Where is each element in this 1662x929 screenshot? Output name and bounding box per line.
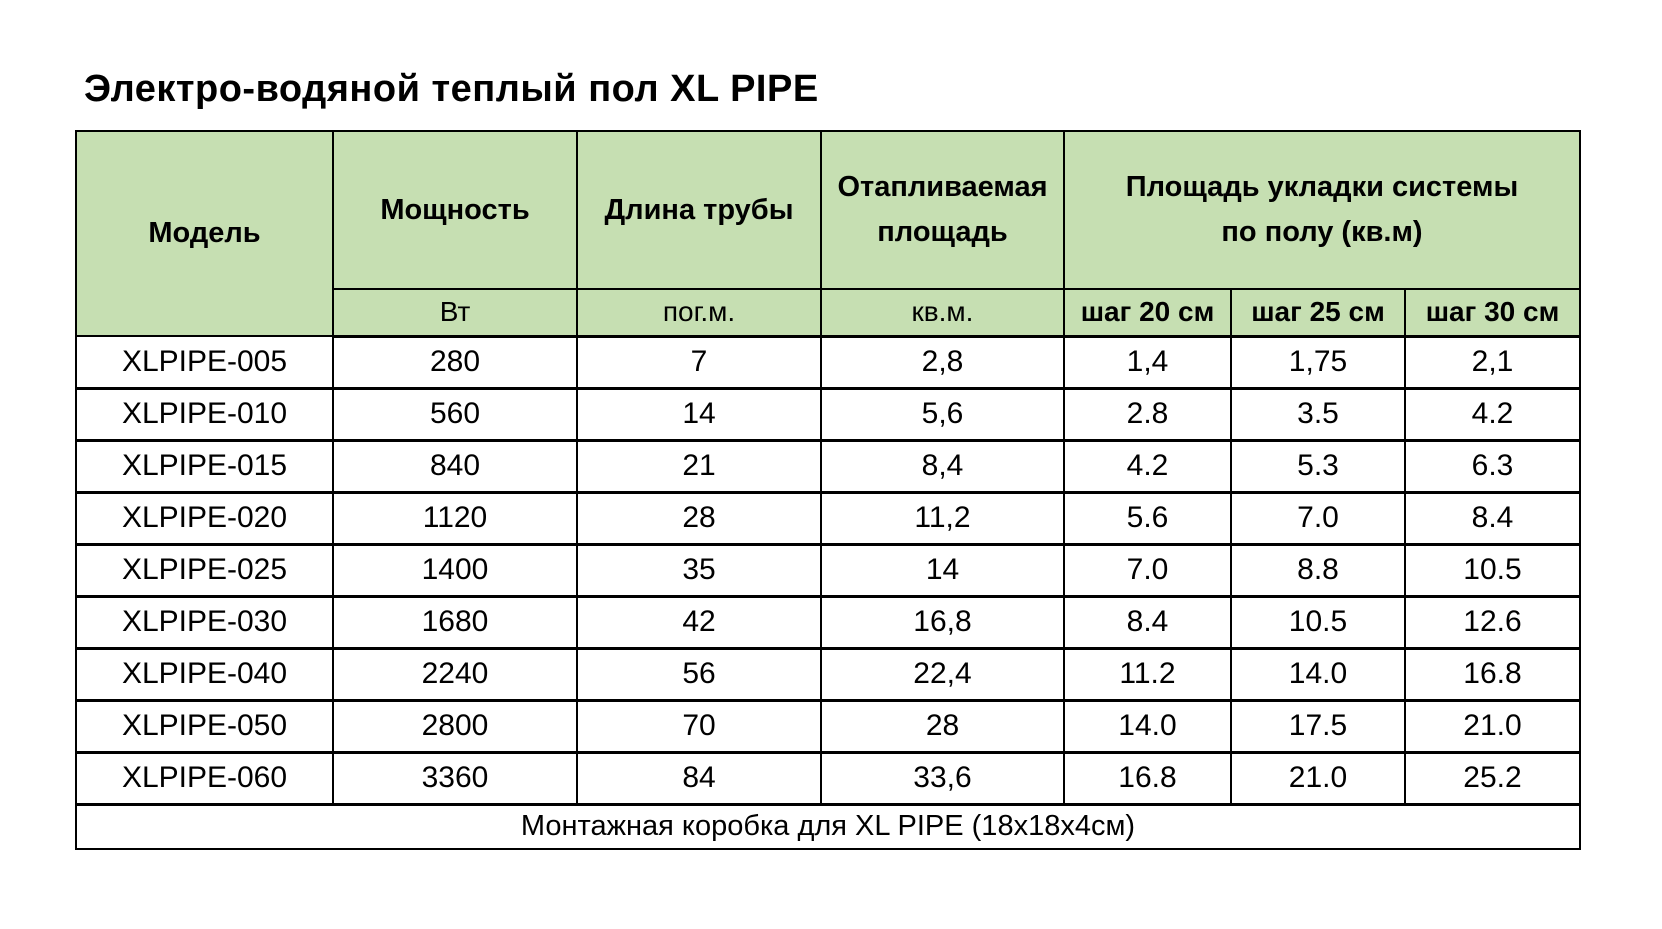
cell-step30: 2,1 [1405, 336, 1580, 388]
heated-area-label-line2: площадь [877, 216, 1008, 248]
cell-step20: 8.4 [1064, 596, 1231, 648]
cell-step20: 16.8 [1064, 752, 1231, 804]
col-header-heated-area [821, 131, 1064, 289]
laying-area-label-line1: Площадь укладки системы [1125, 171, 1519, 204]
cell-pipe-length: 70 [577, 700, 821, 752]
cell-step25: 7.0 [1231, 492, 1405, 544]
cell-model: XLPIPE-010 [76, 388, 333, 440]
cell-heated-area: 11,2 [821, 492, 1064, 544]
cell-pipe-length: 35 [577, 544, 821, 596]
cell-step30: 10.5 [1405, 544, 1580, 596]
cell-model: XLPIPE-060 [76, 752, 333, 804]
cell-pipe-length: 7 [577, 336, 821, 388]
cell-step25: 1,75 [1231, 336, 1405, 388]
cell-power: 560 [333, 388, 577, 440]
table-row [76, 544, 1580, 596]
cell-step30: 4.2 [1405, 388, 1580, 440]
cell-step30: 8.4 [1405, 492, 1580, 544]
footer-row [76, 804, 1580, 849]
cell-step30: 21.0 [1405, 700, 1580, 752]
heated-area-label-line1: Отапливаемая [837, 171, 1048, 204]
cell-power: 1120 [333, 492, 577, 544]
cell-model: XLPIPE-050 [76, 700, 333, 752]
cell-step20: 14.0 [1064, 700, 1231, 752]
page-title: Электро-водяной теплый пол XL PIPE [84, 68, 819, 110]
cell-step20: 11.2 [1064, 648, 1231, 700]
cell-model: XLPIPE-025 [76, 544, 333, 596]
cell-model: XLPIPE-040 [76, 648, 333, 700]
cell-model: XLPIPE-020 [76, 492, 333, 544]
cell-power: 2240 [333, 648, 577, 700]
cell-model: XLPIPE-005 [76, 336, 333, 388]
header-row-main [76, 131, 1580, 289]
cell-step25: 8.8 [1231, 544, 1405, 596]
cell-step20: 7.0 [1064, 544, 1231, 596]
cell-step25: 14.0 [1231, 648, 1405, 700]
cell-heated-area: 22,4 [821, 648, 1064, 700]
cell-model: XLPIPE-030 [76, 596, 333, 648]
table-row [76, 388, 1580, 440]
cell-step25: 10.5 [1231, 596, 1405, 648]
cell-step25: 17.5 [1231, 700, 1405, 752]
cell-step25: 5.3 [1231, 440, 1405, 492]
cell-step20: 5.6 [1064, 492, 1231, 544]
cell-power: 2800 [333, 700, 577, 752]
cell-step20: 4.2 [1064, 440, 1231, 492]
cell-heated-area: 2,8 [821, 336, 1064, 388]
cell-pipe-length: 56 [577, 648, 821, 700]
cell-pipe-length: 84 [577, 752, 821, 804]
table-row [76, 700, 1580, 752]
cell-heated-area: 5,6 [821, 388, 1064, 440]
table-row [76, 596, 1580, 648]
col-header-model: Модель [76, 131, 333, 336]
cell-power: 1680 [333, 596, 577, 648]
cell-power: 3360 [333, 752, 577, 804]
table-row [76, 752, 1580, 804]
cell-step25: 3.5 [1231, 388, 1405, 440]
cell-power: 280 [333, 336, 577, 388]
col-header-pipe-length: Длина трубы [577, 131, 821, 289]
cell-step30: 12.6 [1405, 596, 1580, 648]
cell-pipe-length: 42 [577, 596, 821, 648]
table-row [76, 440, 1580, 492]
cell-step20: 2.8 [1064, 388, 1231, 440]
step-30-header: шаг 30 см [1405, 289, 1580, 336]
cell-pipe-length: 14 [577, 388, 821, 440]
cell-model: XLPIPE-015 [76, 440, 333, 492]
unit-heated-area: кв.м. [821, 289, 1064, 336]
cell-step30: 16.8 [1405, 648, 1580, 700]
cell-step30: 25.2 [1405, 752, 1580, 804]
cell-step30: 6.3 [1405, 440, 1580, 492]
cell-power: 1400 [333, 544, 577, 596]
xlpipe-spec-table [75, 130, 1581, 850]
unit-power: Вт [333, 289, 577, 336]
col-header-power: Мощность [333, 131, 577, 289]
cell-heated-area: 28 [821, 700, 1064, 752]
unit-pipe-length: пог.м. [577, 289, 821, 336]
cell-step25: 21.0 [1231, 752, 1405, 804]
table-row [76, 648, 1580, 700]
cell-heated-area: 33,6 [821, 752, 1064, 804]
table-row [76, 336, 1580, 388]
footer-note: Монтажная коробка для XL PIPE (18x18x4см) [76, 804, 1580, 849]
cell-pipe-length: 28 [577, 492, 821, 544]
cell-power: 840 [333, 440, 577, 492]
cell-heated-area: 14 [821, 544, 1064, 596]
cell-step20: 1,4 [1064, 336, 1231, 388]
table-row [76, 492, 1580, 544]
step-20-header: шаг 20 см [1064, 289, 1231, 336]
cell-heated-area: 16,8 [821, 596, 1064, 648]
col-header-laying-area-group [1064, 131, 1580, 289]
laying-area-label-line2: по полу (кв.м) [1221, 216, 1423, 248]
step-25-header: шаг 25 см [1231, 289, 1405, 336]
cell-heated-area: 8,4 [821, 440, 1064, 492]
cell-pipe-length: 21 [577, 440, 821, 492]
